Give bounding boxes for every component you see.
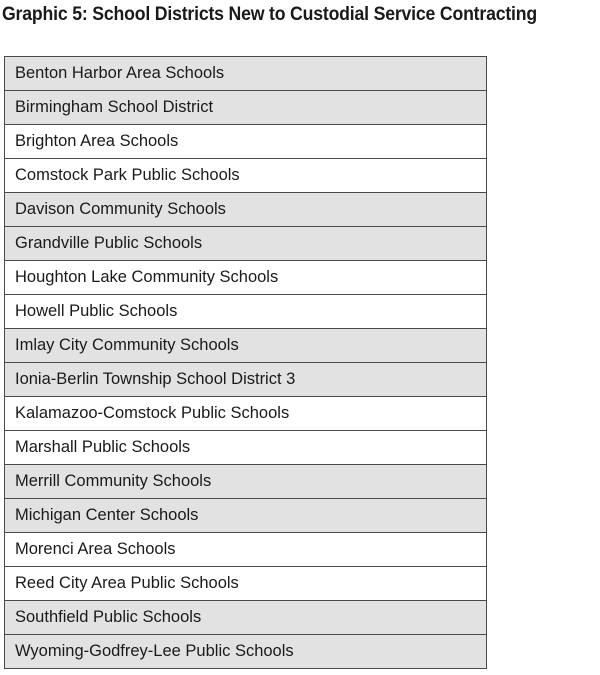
district-row: Kalamazoo-Comstock Public Schools [5,397,486,431]
graphic-title: Graphic 5: School Districts New to Custodial Service Contracting [2,4,537,25]
district-row: Houghton Lake Community Schools [5,261,486,295]
district-row: Wyoming-Godfrey-Lee Public Schools [5,635,486,669]
district-row: Howell Public Schools [5,295,486,329]
district-row: Davison Community Schools [5,193,486,227]
district-row: Imlay City Community Schools [5,329,486,363]
district-row: Grandville Public Schools [5,227,486,261]
district-list [4,56,487,669]
district-row: Comstock Park Public Schools [5,159,486,193]
district-row: Benton Harbor Area Schools [5,57,486,91]
district-row: Ionia-Berlin Township School District 3 [5,363,486,397]
district-row: Reed City Area Public Schools [5,567,486,601]
district-row: Morenci Area Schools [5,533,486,567]
district-row: Merrill Community Schools [5,465,486,499]
district-row: Birmingham School District [5,91,486,125]
district-row: Southfield Public Schools [5,601,486,635]
district-row: Brighton Area Schools [5,125,486,159]
district-row: Marshall Public Schools [5,431,486,465]
district-row: Michigan Center Schools [5,499,486,533]
